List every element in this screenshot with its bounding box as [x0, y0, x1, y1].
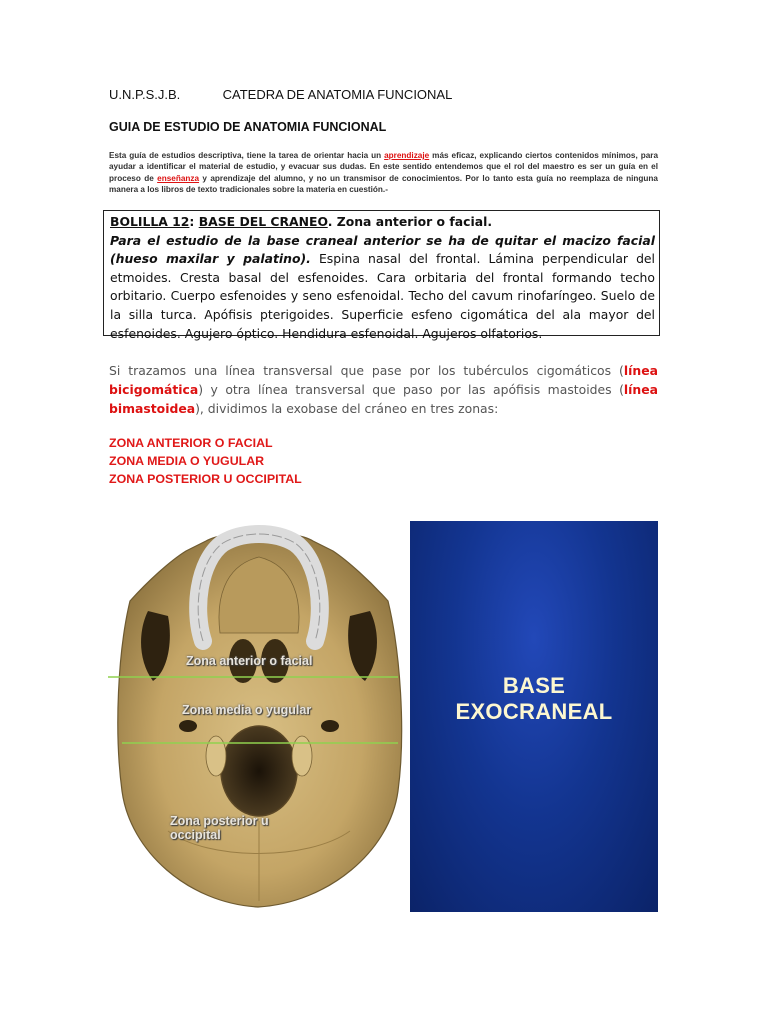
- department-name: CATEDRA DE ANATOMIA FUNCIONAL: [222, 87, 453, 102]
- para-text-3: ), dividimos la exobase del cráneo en tres zonas:: [195, 401, 499, 416]
- intro-paragraph: [109, 150, 658, 196]
- label-zona-posterior-line1: Zona posterior u: [170, 814, 269, 828]
- para-text-2: ) y otra línea transversal que paso por las apófisis mastoides (: [198, 382, 624, 397]
- intro-text-3: y aprendizaje del alumno, y no un transmisor de conocimientos. Por lo tanto esta guía no reemplaza de ninguna manera a los libros de texto tradicionales sobre la materia en cuestión.-: [109, 173, 658, 195]
- bolilla-subtitle: . Zona anterior o facial.: [327, 214, 493, 229]
- bolilla-separator: :: [189, 214, 199, 229]
- bolilla-topic: BASE DEL CRANEO: [198, 214, 328, 229]
- para-text-1: Si trazamos una línea transversal que pase por los tubérculos cigomáticos (: [109, 363, 624, 378]
- bolilla-body: Espina nasal del frontal. Lámina perpendicular del etmoides. Cresta basal del esfenoides. Cara orbitaria del frontal formando techo orbitario. Cuerpo esfenoides y seno esfenoidal. Techo del cavum rinofaríngeo. Suelo de la silla turca. Apófisis pterigoides. Superficie esfeno cigomática del ala mayor del esfenoides. Agujero óptico. Hendidura esfenoidal. Agujeros olfatorios.: [110, 251, 655, 341]
- zones-list: [109, 434, 302, 488]
- label-zona-posterior-line2: occipital: [170, 828, 221, 842]
- skull-illustration: [108, 521, 410, 912]
- zone-item-media: ZONA MEDIA O YUGULAR: [109, 454, 265, 468]
- keyword-ensenanza: enseñanza: [157, 173, 200, 183]
- guide-title: GUIA DE ESTUDIO DE ANATOMIA FUNCIONAL: [109, 120, 387, 134]
- skull-figure: [108, 521, 658, 912]
- label-zona-media: Zona media o yugular: [182, 703, 312, 717]
- base-exocraneal-panel: [410, 521, 658, 912]
- linea-bimastoidea: línea bimastoidea: [109, 382, 658, 416]
- panel-title-line1: BASE: [502, 673, 566, 698]
- intro-text-1: Esta guía de estudios descriptiva, tiene la tarea de orientar hacia un: [109, 151, 385, 160]
- intro-text-2: más eficaz, explicando ciertos contenidos mínimos, para ayudar a identificar el material de estudio, y evacuar sus dudas. En este sentido entendemos que el rol del maestro es ser un guía en el proceso de: [109, 151, 658, 183]
- bolilla-label: BOLILLA 12: [110, 214, 190, 229]
- bolilla-box: [103, 210, 660, 341]
- university-name: U.N.P.S.J.B.: [109, 87, 181, 102]
- panel-title: [410, 673, 658, 725]
- zones-paragraph: [109, 361, 658, 418]
- foramen-magnum: [221, 726, 297, 816]
- linea-bicigomatica: línea bicigomática: [109, 363, 658, 397]
- zone-item-posterior: ZONA POSTERIOR U OCCIPITAL: [109, 472, 302, 486]
- bolilla-italic-note: Para el estudio de la base craneal anterior se ha de quitar el macizo facial (hueso maxilar y palatino).: [110, 232, 655, 267]
- zone-item-anterior: ZONA ANTERIOR O FACIAL: [109, 436, 273, 450]
- label-zona-posterior: [170, 814, 269, 842]
- keyword-aprendizaje: aprendizaje: [384, 151, 430, 160]
- document-header: [109, 87, 452, 102]
- panel-title-line2: EXOCRANEAL: [455, 699, 613, 724]
- label-zona-anterior: Zona anterior o facial: [186, 654, 313, 668]
